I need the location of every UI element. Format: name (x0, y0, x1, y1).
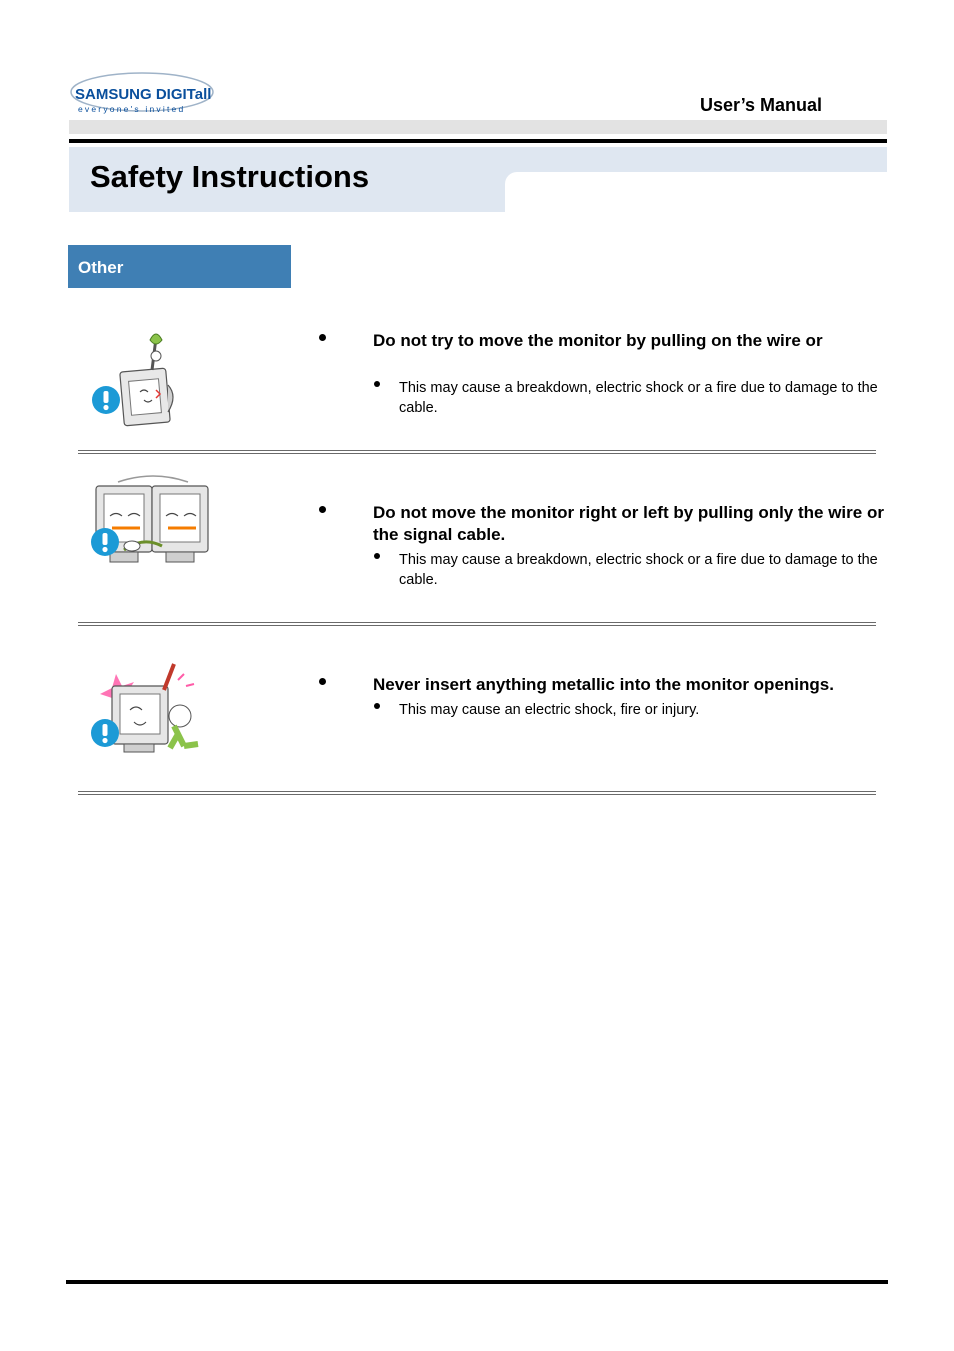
logo-tagline-text: everyone's invited (78, 104, 186, 114)
header-rule (69, 139, 887, 143)
bullet-icon (319, 678, 326, 685)
item-divider (78, 791, 876, 795)
item-detail: This may cause a breakdown, electric shock or a fire due to damage to the cable. (399, 380, 878, 416)
footer-rule (66, 1280, 888, 1284)
samsung-logo (70, 70, 220, 118)
bullet-icon (374, 553, 380, 559)
item-heading: Do not move the monitor right or left by pulling only the wire or the signal cable. (373, 503, 884, 544)
section-label: Other (78, 258, 124, 277)
header-band (69, 120, 887, 134)
warning-exclamation-icon (90, 718, 120, 748)
item-detail: This may cause an electric shock, fire or injury. (399, 702, 700, 718)
illustration-monitor-dragged-by-cable (88, 472, 213, 572)
section-tab-other (68, 245, 291, 288)
item-divider (78, 622, 876, 626)
item-heading: Do not try to move the monitor by pulling on the wire or (373, 331, 823, 350)
bullet-icon (374, 381, 380, 387)
title-banner-notch (505, 172, 887, 214)
illustration-monitor-pulled-by-wire (90, 330, 185, 430)
bullet-icon (374, 703, 380, 709)
bullet-icon (319, 334, 326, 341)
item-divider (78, 450, 876, 454)
page-title: Safety Instructions (90, 159, 370, 194)
warning-exclamation-icon (90, 527, 120, 557)
bullet-icon (319, 506, 326, 513)
logo-brand-text: SAMSUNG DIGITall (75, 86, 212, 103)
item-detail: This may cause a breakdown, electric shock or a fire due to damage to the cable. (399, 552, 878, 588)
manual-title: User’s Manual (700, 95, 823, 115)
warning-exclamation-icon (91, 385, 121, 415)
item-heading: Never insert anything metallic into the monitor openings. (373, 675, 834, 694)
